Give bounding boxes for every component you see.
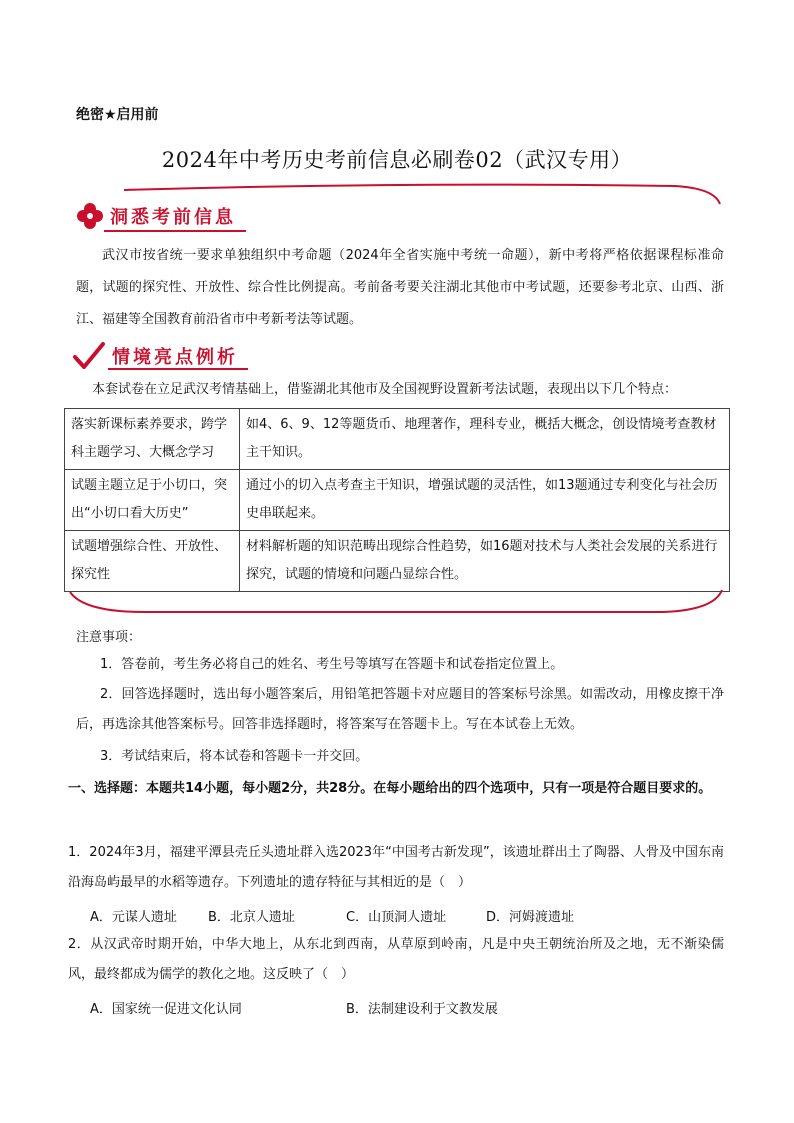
notes-title: 注意事项： [76,630,142,645]
section-heading-label: 情境亮点例析 [112,347,238,368]
question-option[interactable]: B．北京人遗址 [208,910,295,925]
heading-underline [104,230,246,232]
description-cell: 通过小的切入点考查主干知识，增强试题的灵活性，如13题通过专利变化与社会历史串联起来。 [240,470,730,531]
table-row [65,409,730,470]
page-title: 2024年中考历史考前信息必刷卷02（武汉专用） [161,148,633,172]
feature-cell: 试题主题立足于小切口，突出“小切口看大历史” [65,470,240,531]
heading-underline [108,368,248,370]
note-item: 3．考试结束后，将本试卷和答题卡一并交回。 [100,749,369,764]
note-item: 2．回答选择题时，选出每小题答案后，用铅笔把答题卡对应题目的答案标号涂黑。如需改动，用橡皮擦干净后，再选涂其他答案标号。回答非选择题时，将答案写在答题卡上。写在本试卷上无效。 [76,687,724,732]
note-item: 1．答卷前，考生务必将自己的姓名、考生号等填写在答题卡和试卷指定位置上。 [100,657,564,672]
part-heading-text: 一、选择题：本题共14小题，每小题2分，共28分。在每小题给出的四个选项中，只有一项是符合题目要求的。 [68,781,712,796]
part-heading [68,774,724,804]
question-stem: 2．从汉武帝时期开始，中华大地上，从东北到西南，从草原到岭南，凡是中央王朝统治所及之地，无不渐染儒风，最终都成为儒学的教化之地。这反映了（ ） [68,937,724,982]
description-cell: 材料解析题的知识范畴出现综合性趋势，如16题对技术与人类社会发展的关系进行探究，试题的情境和问题凸显综合性。 [240,531,730,592]
feature-cell: 落实新课标素养要求，跨学科主题学习、大概念学习 [65,409,240,470]
decorative-banner-bottom [64,586,724,616]
description-cell: 如4、6、9、12等题货币、地理著作，理科专业，概括大概念，创设情境考查教材主干知识。 [240,409,730,470]
secret-mark: 绝密★启用前 [76,107,159,123]
section-heading-exam-info [76,200,236,232]
highlights-intro: 本套试卷在立足武汉考情基础上，借鉴湖北其他市及全国视野设置新考法试题，表现出以下几个特点： [92,382,678,397]
question-option[interactable]: A．国家统一促进文化认同 [90,1002,242,1017]
question-option[interactable]: B．法制建设利于文教发展 [346,1002,498,1017]
question-option[interactable]: A．元谋人遗址 [90,910,177,925]
question-stem: 1．2024年3月，福建平潭县壳丘头遗址群入选2023年“中国考古新发现”，该遗址群出土了陶器、人骨及中国东南沿海岛屿最早的水稻等遗存。下列遗址的遗存特征与其相近的是（ ） [68,845,724,890]
question-option[interactable]: D．河姆渡遗址 [486,910,575,925]
checkmark-icon [72,341,106,371]
flower-icon [76,202,104,230]
section-heading-label: 洞悉考前信息 [110,207,236,228]
feature-cell: 试题增强综合性、开放性、探究性 [65,531,240,592]
features-table [64,408,730,592]
question-option[interactable]: C．山顶洞人遗址 [346,910,447,925]
exam-info-paragraph: 武汉市按省统一要求单独组织中考命题（2024年全省实施中考统一命题），新中考将严格依据课程标准命题，试题的探究性、开放性、综合性比例提高。考前备考要关注湖北其他市中考试题，还要参考北京、山西、浙江、福建等全国教育前沿省市中考新考法等试题。 [76,248,724,327]
table-row [65,531,730,592]
table-row [65,470,730,531]
